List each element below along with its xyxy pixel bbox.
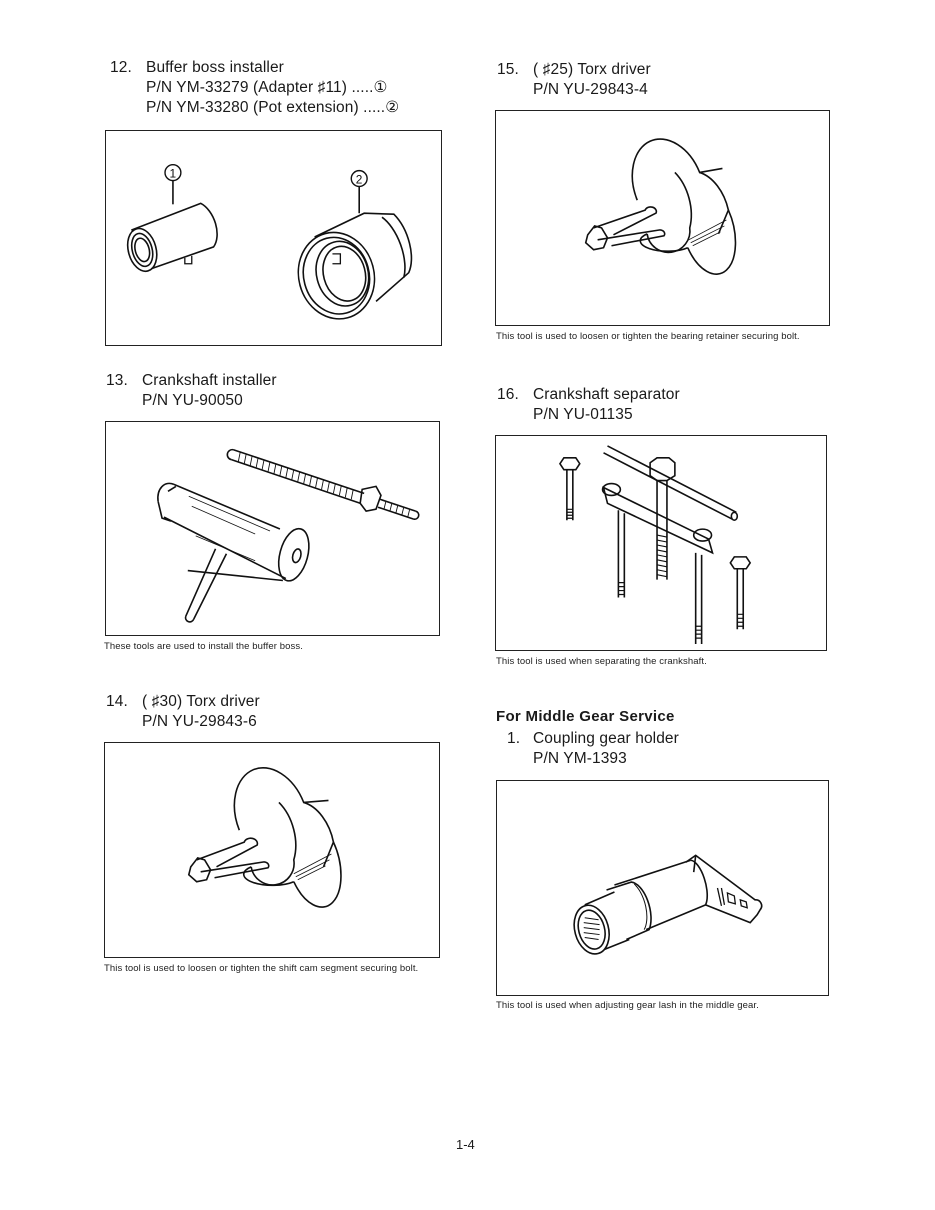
part-number: P/N YU-90050 [142, 392, 243, 409]
coupling-gear-holder-illustration [497, 781, 828, 995]
section-heading-middle-gear-service: For Middle Gear Service [496, 708, 675, 725]
crankshaft-separator-figure [495, 435, 827, 651]
part-number: P/N YU-29843-4 [533, 81, 648, 98]
buffer-boss-installer-illustration [106, 131, 441, 345]
svg-text:2: 2 [355, 172, 363, 187]
part-number-line-2 [110, 98, 399, 118]
item-13-header [106, 371, 277, 411]
item-title: Crankshaft installer [142, 372, 277, 389]
coupling-gear-holder-caption: This tool is used when adjusting gear lash in the middle gear. [496, 1000, 759, 1011]
item-15-caption: This tool is used to loosen or tighten the bearing retainer securing bolt. [496, 331, 800, 342]
torx-driver-25-illustration [496, 111, 829, 325]
torx-driver-25-figure [495, 110, 830, 326]
part-number: P/N YU-29843-6 [142, 713, 257, 730]
dot-leader: ..... [363, 99, 386, 116]
item-15-header [497, 60, 651, 100]
item-number: 14. [106, 693, 128, 710]
torx-driver-30-illustration [105, 743, 439, 957]
crankshaft-installer-figure [105, 421, 440, 636]
buffer-boss-installer-figure [105, 130, 442, 346]
item-number: 15. [497, 61, 519, 78]
page-number: 1-4 [456, 1137, 475, 1152]
item-title: ( ♯25) Torx driver [533, 61, 651, 78]
part-number-line-1 [110, 78, 399, 98]
item-title: Crankshaft separator [533, 386, 680, 403]
part-number: P/N YM-33279 (Adapter ♯11) [146, 79, 348, 96]
dot-leader: ..... [351, 79, 374, 96]
item-title: ( ♯30) Torx driver [142, 693, 260, 710]
item-title: Buffer boss installer [146, 59, 284, 76]
item-number: 12. [110, 59, 132, 76]
item-number: 1. [507, 730, 521, 747]
item-title: Coupling gear holder [533, 730, 679, 747]
item-16-caption: This tool is used when separating the crankshaft. [496, 656, 707, 667]
callout-marker: ① [373, 79, 388, 96]
crankshaft-installer-illustration [106, 422, 439, 635]
crankshaft-separator-illustration [496, 436, 826, 650]
part-number: P/N YM-1393 [533, 750, 627, 767]
item-16-header [497, 385, 680, 425]
svg-text:1: 1 [169, 166, 177, 181]
coupling-gear-holder-figure [496, 780, 829, 996]
part-number: P/N YU-01135 [533, 406, 633, 423]
item-14-header [106, 692, 260, 732]
part-number: P/N YM-33280 (Pot extension) [146, 99, 359, 116]
item-14-caption: This tool is used to loosen or tighten the shift cam segment securing bolt. [104, 963, 419, 974]
item-number: 16. [497, 386, 519, 403]
callout-marker: ② [385, 99, 400, 116]
item-12-header [110, 58, 399, 118]
coupling-gear-holder-header [507, 729, 679, 769]
item-number: 13. [106, 372, 128, 389]
item-13-caption: These tools are used to install the buffer boss. [104, 641, 303, 652]
torx-driver-30-figure [104, 742, 440, 958]
